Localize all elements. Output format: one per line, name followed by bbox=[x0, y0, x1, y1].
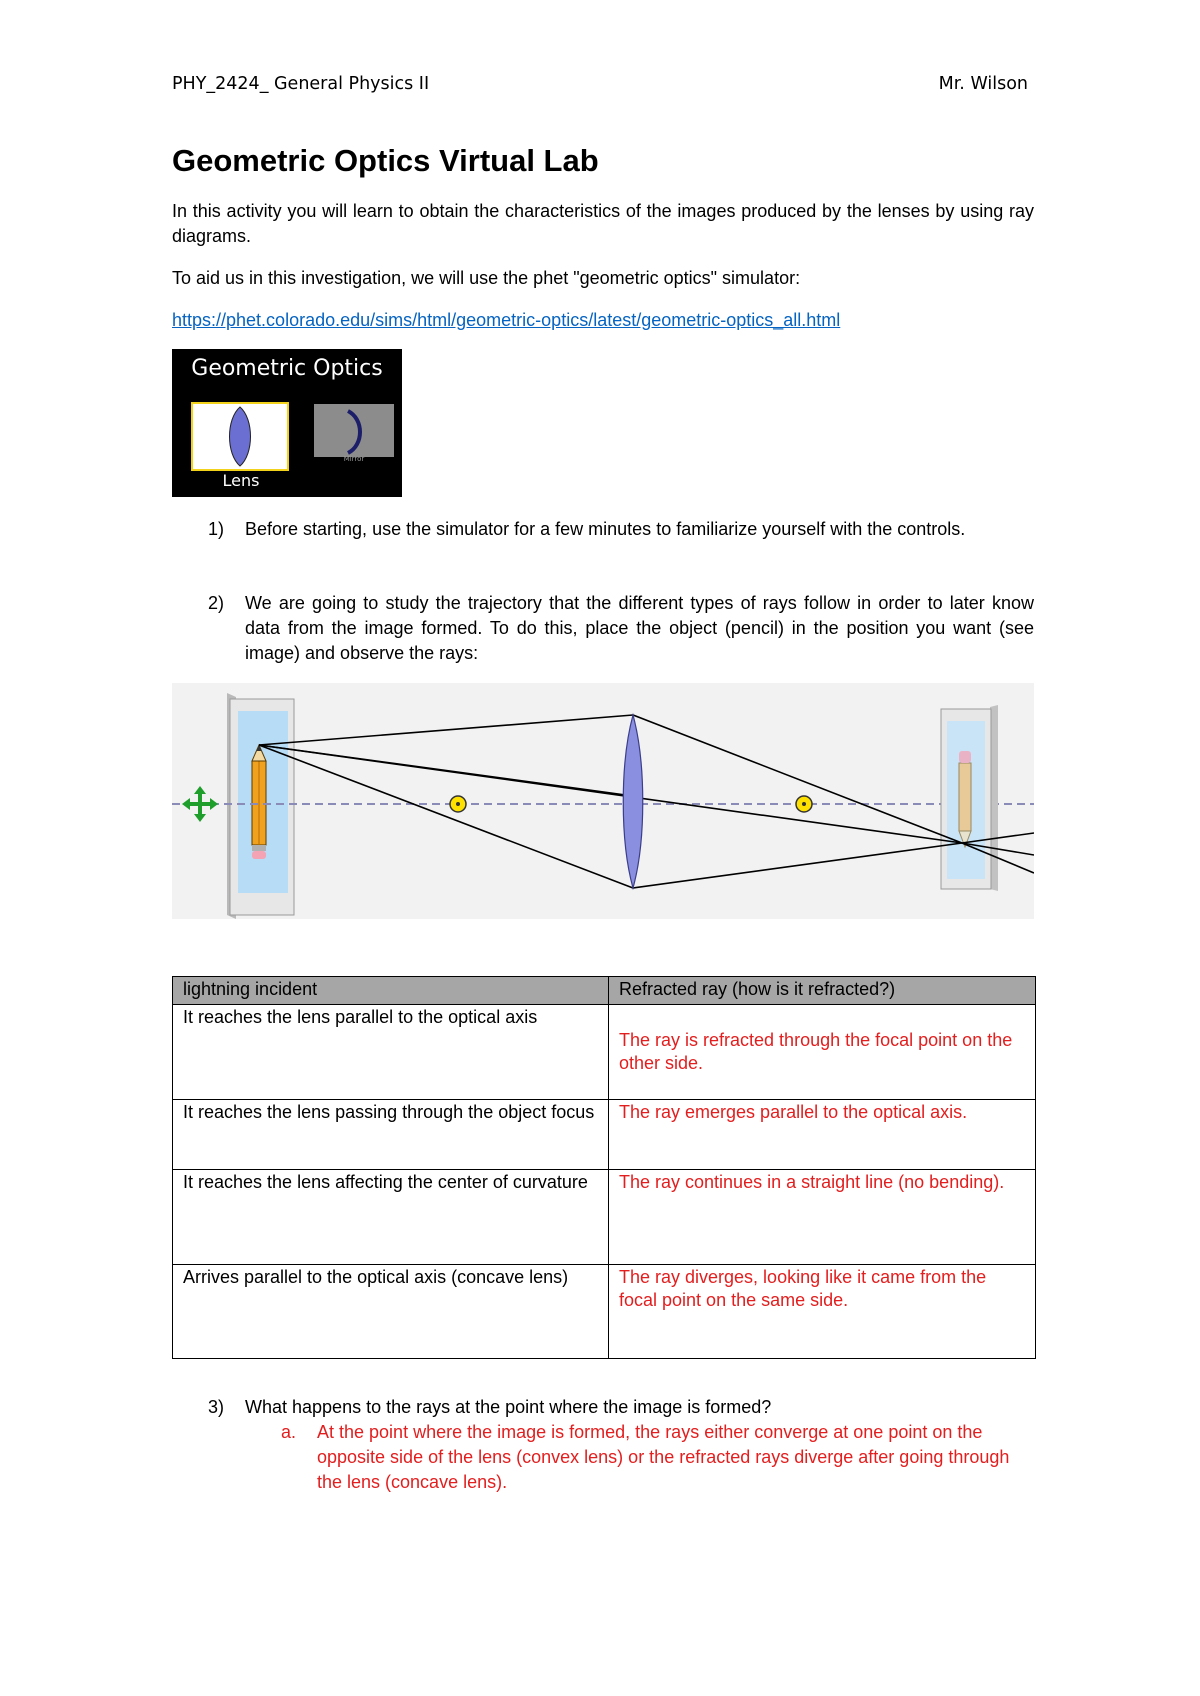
answer-text: At the point where the image is formed, the rays either converge at one point on the opposite side of the lens (convex lens) or the refracted rays diverge after going through the lens (concave lens). bbox=[317, 1422, 1010, 1492]
answer-marker: a. bbox=[281, 1422, 297, 1442]
ray-table bbox=[172, 976, 1036, 1359]
convex-lens bbox=[623, 715, 643, 888]
incident-cell: Arrives parallel to the optical axis (concave lens) bbox=[173, 1265, 609, 1359]
refracted-cell: The ray is refracted through the focal point on the other side. bbox=[609, 1005, 1036, 1100]
simulator-link-line bbox=[172, 308, 1034, 333]
thumbnail-title: Geometric Optics bbox=[191, 356, 383, 381]
focal-point-left-icon bbox=[450, 796, 466, 812]
focal-point-right-icon bbox=[796, 796, 812, 812]
step-1-number: 1) bbox=[208, 519, 225, 539]
table-row bbox=[173, 1005, 1036, 1100]
refracted-cell: The ray diverges, looking like it came from the focal point on the same side. bbox=[609, 1265, 1036, 1359]
step-2-number: 2) bbox=[208, 593, 225, 613]
ray-table-header-row bbox=[173, 977, 1036, 1005]
incident-cell: It reaches the lens parallel to the optical axis bbox=[173, 1005, 609, 1100]
instructor-header: Mr. Wilson bbox=[938, 74, 1028, 94]
refracted-cell: The ray continues in a straight line (no bending). bbox=[609, 1170, 1036, 1265]
incident-cell: It reaches the lens affecting the center of curvature bbox=[173, 1170, 609, 1265]
thumbnail-lens-label: Lens bbox=[222, 471, 260, 490]
light-rays bbox=[259, 715, 1034, 888]
incident-cell: It reaches the lens passing through the object focus bbox=[173, 1100, 609, 1170]
simulator-thumbnail[interactable] bbox=[172, 349, 402, 497]
header-refracted: Refracted ray (how is it refracted?) bbox=[609, 977, 1036, 1005]
question-3-text: What happens to the rays at the point where the image is formed? bbox=[245, 1397, 772, 1417]
step-1-text: Before starting, use the simulator for a few minutes to familiarize yourself with the controls. bbox=[245, 519, 966, 539]
ray-diagram-svg bbox=[172, 683, 1034, 919]
pencil-object-icon bbox=[252, 745, 266, 859]
table-row bbox=[173, 1100, 1036, 1170]
table-row bbox=[173, 1170, 1036, 1265]
intro-paragraph: In this activity you will learn to obtain the characteristics of the images produced by the lenses by using ray diagrams. bbox=[172, 201, 1034, 246]
page-title: Geometric Optics Virtual Lab bbox=[172, 143, 599, 178]
move-handle-icon[interactable] bbox=[182, 786, 218, 822]
header-incident: lightning incident bbox=[173, 977, 609, 1005]
course-header: PHY_2424_ General Physics II bbox=[172, 74, 430, 94]
simulator-link[interactable]: https://phet.colorado.edu/sims/html/geometric-optics/latest/geometric-optics_all.html bbox=[172, 310, 841, 330]
thumbnail-mirror-label: Mirror bbox=[343, 455, 365, 463]
step-2-text: We are going to study the trajectory that the different types of rays follow in order to later know data from the image formed. To do this, place the object (pencil) in the position you want (see image) and observe the rays: bbox=[245, 593, 1034, 663]
pencil-image-icon bbox=[959, 751, 971, 847]
table-row bbox=[173, 1265, 1036, 1359]
ray-diagram bbox=[172, 683, 1034, 919]
refracted-cell: The ray emerges parallel to the optical axis. bbox=[609, 1100, 1036, 1170]
aid-paragraph: To aid us in this investigation, we will use the phet "geometric optics" simulator: bbox=[172, 268, 801, 288]
question-3-number: 3) bbox=[208, 1397, 225, 1417]
